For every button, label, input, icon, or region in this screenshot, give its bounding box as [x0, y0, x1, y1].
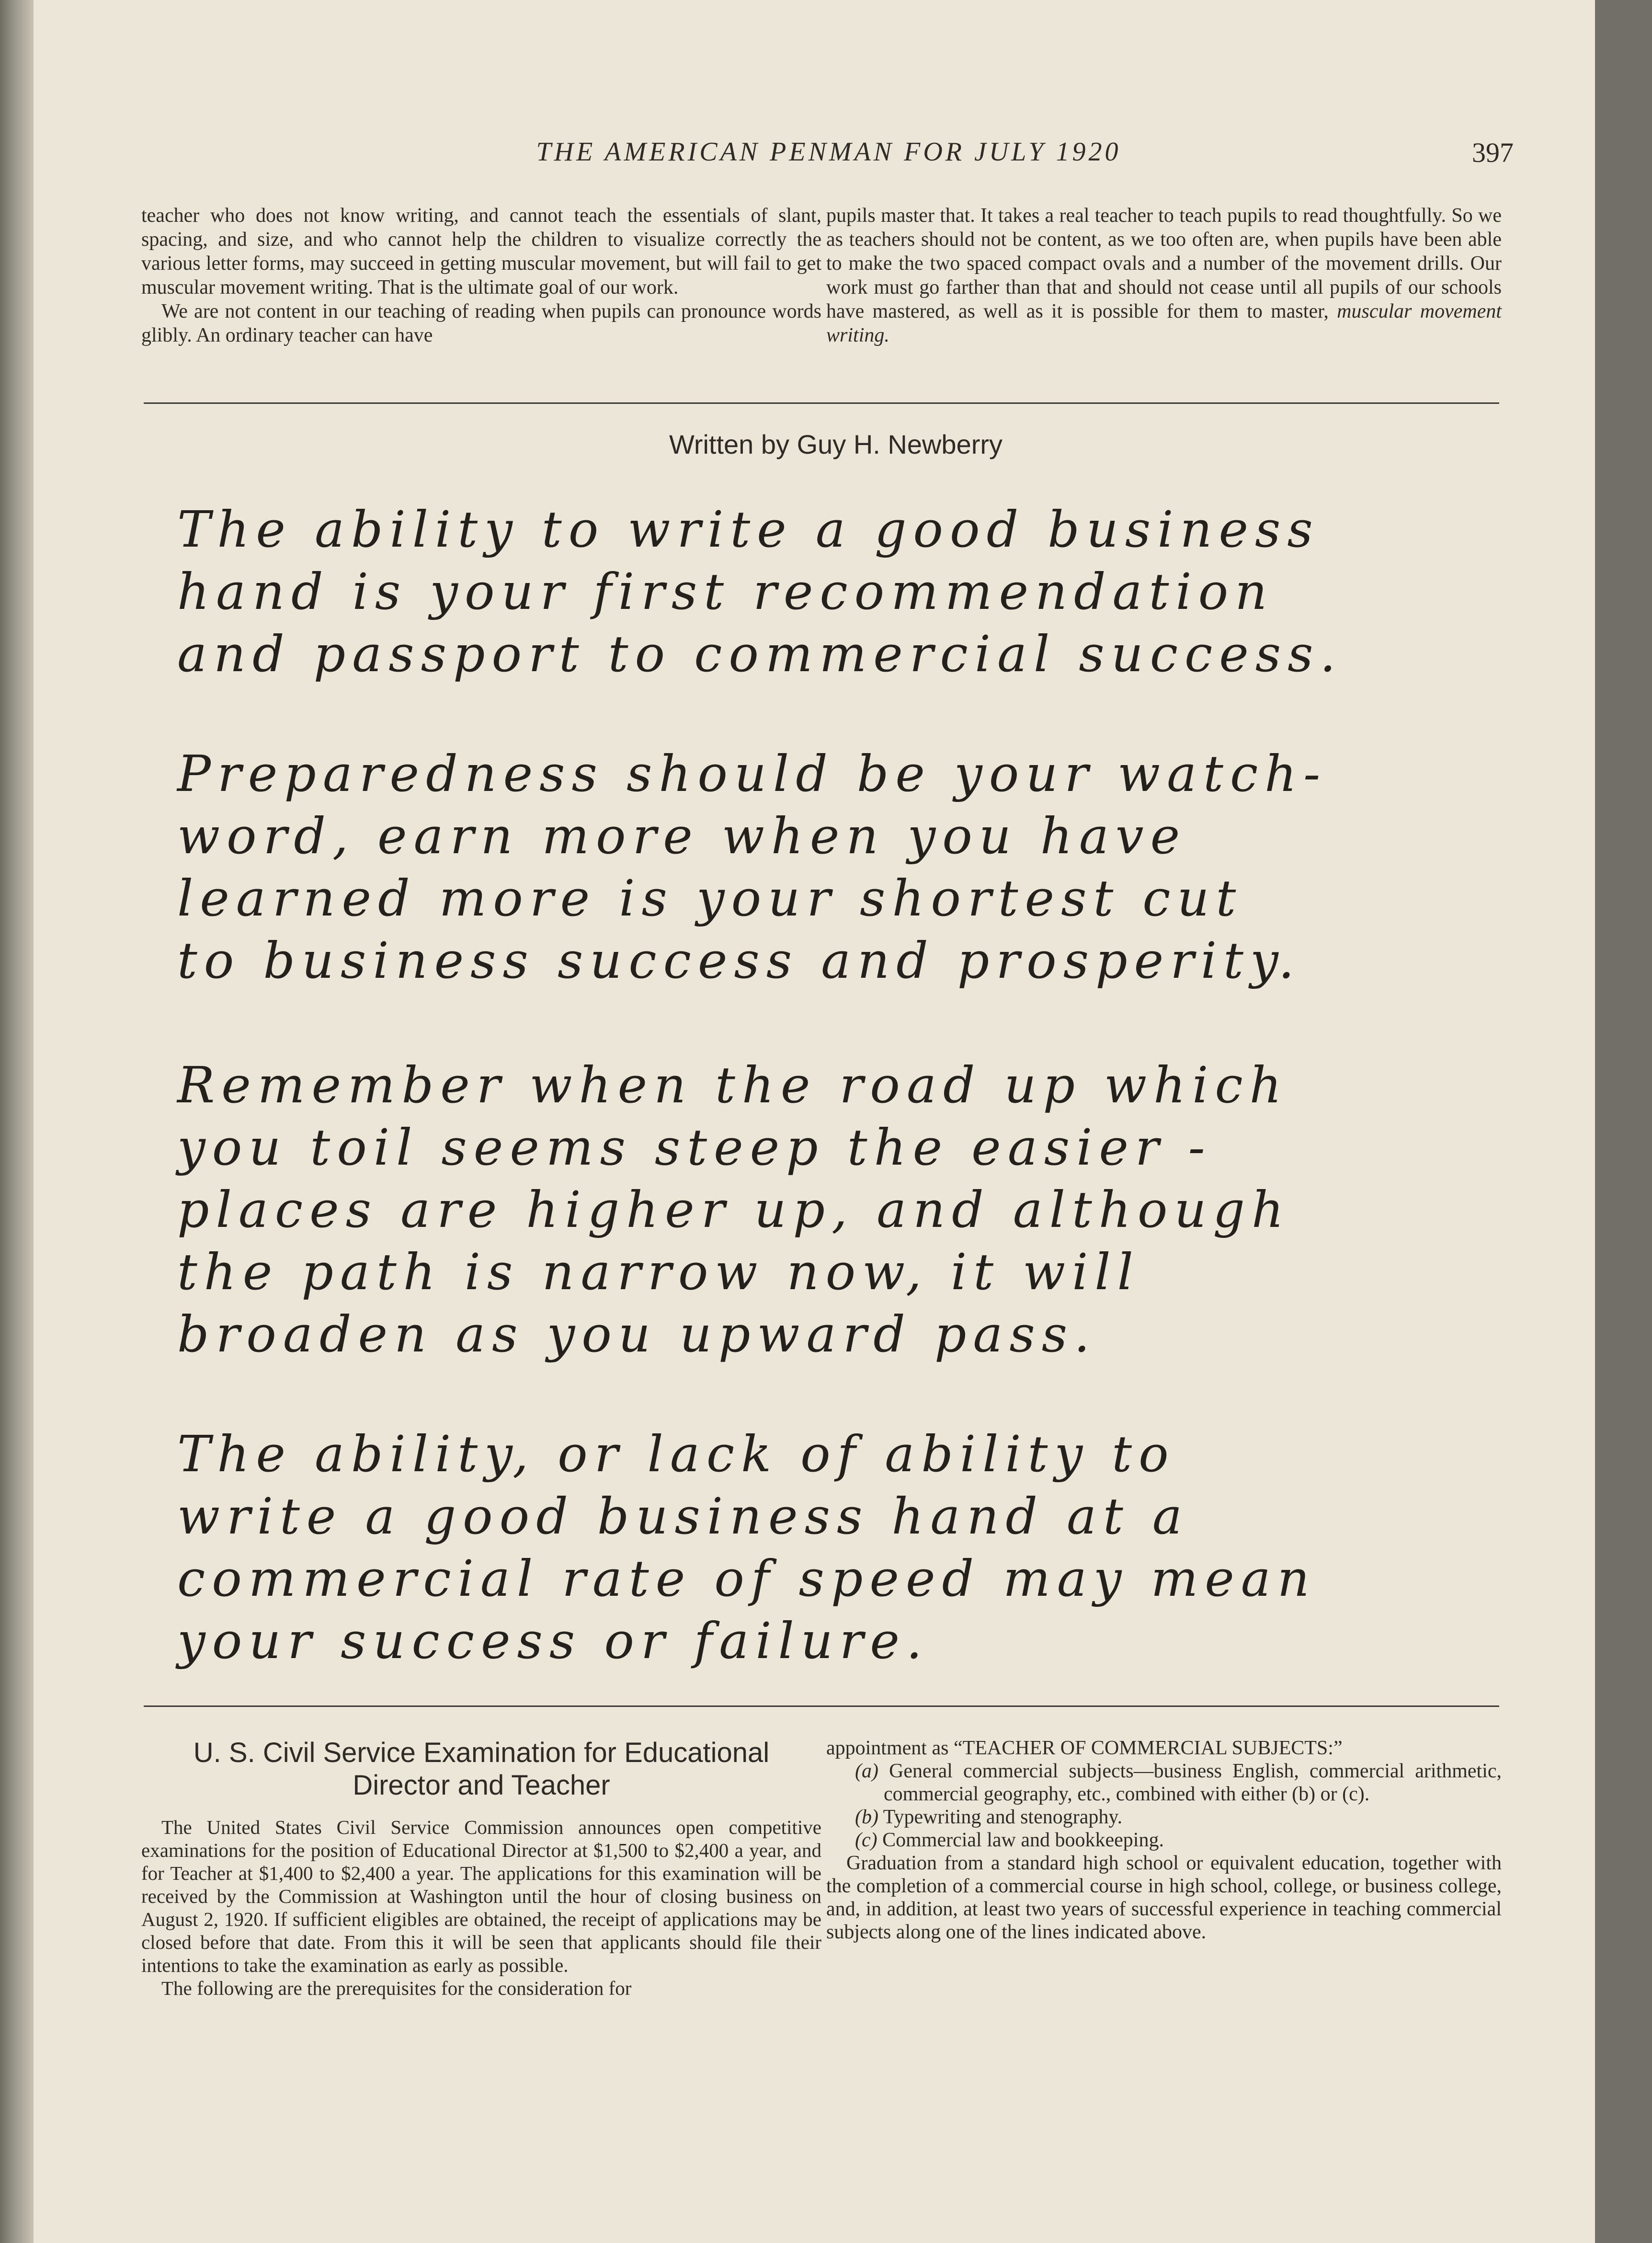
script-line: learned more is your shortest cut: [177, 869, 1243, 927]
section-divider: [144, 402, 1499, 404]
list-item-label: (a): [855, 1760, 878, 1782]
script-line: Preparedness should be your watch-: [177, 744, 1327, 803]
book-spine-shadow: [0, 0, 34, 2243]
running-title: THE AMERICAN PENMAN FOR JULY 1920: [536, 137, 1121, 167]
list-item-text: Typewriting and stenography.: [883, 1806, 1123, 1828]
list-item-text: Commercial law and bookkeeping.: [882, 1829, 1164, 1851]
page-header: [158, 137, 1514, 180]
paragraph: appointment as “TEACHER OF COMMERCIAL SUBJECTS:”: [826, 1737, 1343, 1759]
paragraph: [826, 204, 1502, 347]
page-edge-shadow: [1595, 0, 1652, 2243]
script-line: broaden as you upward pass.: [177, 1305, 1097, 1363]
emphasized-text: muscular movement writing.: [826, 300, 1502, 346]
script-line: The ability, or lack of ability to: [177, 1425, 1175, 1483]
script-paragraph-2: [177, 743, 1499, 992]
script-line: write a good business hand at a: [177, 1487, 1189, 1545]
script-line: and passport to commercial success.: [177, 625, 1343, 683]
article-right-column: [826, 1737, 1502, 1944]
list-item: [826, 1829, 1502, 1852]
paragraph-text: pupils master that. It takes a real teacher to teach pupils to read thoughtfully. So we as teachers should not be content, as we too often are, when pupils have been able to make the two spaced compact ovals and a number of the movement drills. Our work must go farther than that and should not cease until all pupils of our schools have mastered, as well as it is possible for them to master,: [826, 205, 1502, 322]
list-item: [826, 1760, 1502, 1806]
script-paragraph-1: [177, 498, 1499, 685]
section-divider: [144, 1705, 1499, 1707]
script-paragraph-3: [177, 1054, 1499, 1365]
paragraph: teacher who does not know writing, and cannot teach the essentials of slant, spacing, and size, and who cannot help the children to visualize correctly the various letter forms, may succeed in getting muscular movement, but will fail to get muscular movement writing. That is the ultimate goal of our work.: [141, 205, 821, 298]
list-item-label: (b): [855, 1806, 878, 1828]
script-line: your success or failure.: [177, 1612, 929, 1670]
page-number: 397: [1472, 137, 1514, 168]
script-line: hand is your first recommendation: [177, 562, 1274, 621]
list-item-text: General commercial subjects—business English, commercial arithmetic, commercial geography, etc., combined with either (b) or (c).: [884, 1760, 1502, 1805]
script-line: Remember when the road up which: [177, 1056, 1288, 1114]
top-left-column: [141, 204, 821, 347]
paragraph: The following are the prerequisites for the consideration for: [161, 1977, 632, 1999]
script-line: the path is narrow now, it will: [177, 1243, 1140, 1301]
list-item-label: (c): [855, 1829, 877, 1851]
script-paragraph-4: [177, 1423, 1499, 1672]
script-line: The ability to write a good business: [177, 500, 1320, 559]
magazine-page: [34, 0, 1595, 2243]
byline: Written by Guy H. Newberry: [669, 429, 1003, 459]
article-heading-line: U. S. Civil Service Examination for Educational: [193, 1737, 770, 1768]
top-right-column: [826, 204, 1502, 347]
script-line: places are higher up, and although: [177, 1180, 1290, 1239]
script-line: commercial rate of speed may mean: [177, 1549, 1316, 1608]
script-line: to business success and prosperity.: [177, 931, 1301, 990]
article-heading: [141, 1737, 821, 1802]
paragraph: We are not content in our teaching of reading when pupils can pronounce words glibly. An ordinary teacher can have: [141, 300, 821, 346]
article-left-column: [141, 1816, 821, 2000]
paragraph: Graduation from a standard high school or equivalent education, together with the completion of a commercial course in high school, college, or business college, and, in addition, at least two years of successful experience in teaching commercial subjects along one of the lines indicated above.: [826, 1852, 1502, 1943]
script-line: word, earn more when you have: [177, 807, 1187, 865]
list-item: [826, 1806, 1502, 1829]
paragraph: The United States Civil Service Commission announces open competitive examinations for the position of Educational Director at $1,500 to $2,400 a year, and for Teacher at $1,400 to $2,400 a year. The applications for this examination will be received by the Commission at Washington until the hour of closing business on August 2, 1920. If sufficient eligibles are obtained, the receipt of applications may be closed before that date. From this it will be seen that applicants should file their intentions to take the examination as early as possible.: [141, 1816, 821, 1976]
script-line: you toil seems steep the easier -: [177, 1118, 1212, 1177]
article-heading-line: Director and Teacher: [353, 1770, 610, 1801]
